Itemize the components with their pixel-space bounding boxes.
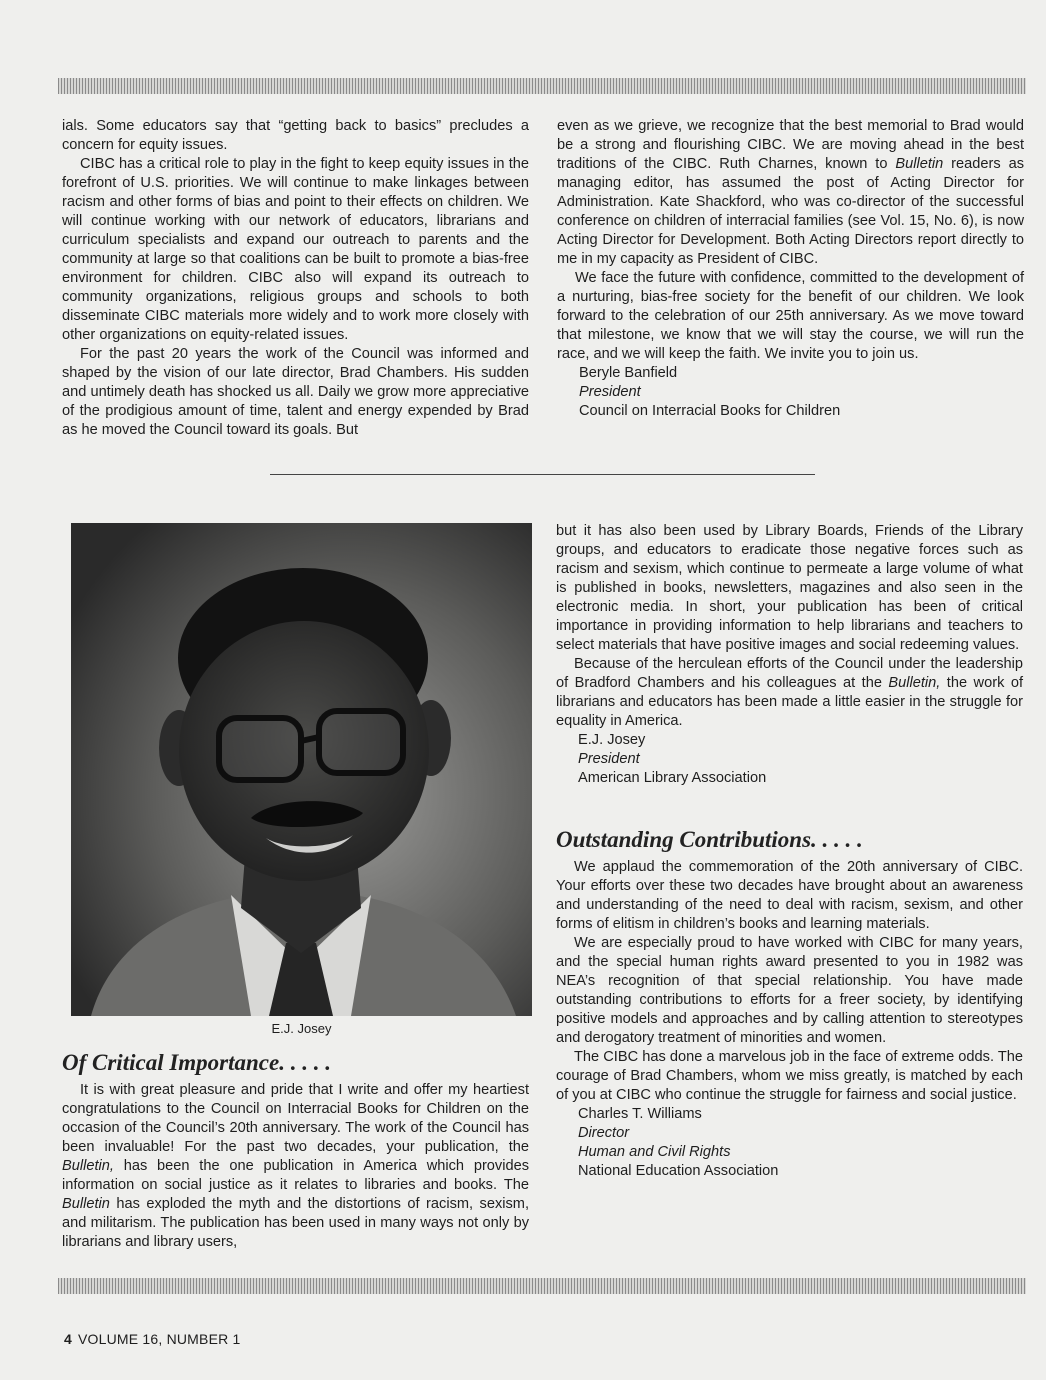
paragraph: Because of the herculean efforts of the Council under the leadership of Bradford Chambers and his colleagues at the Bulletin, the work of librarians and educators has been made a little easier in the struggle for equality in America. [556, 656, 1024, 729]
paragraph: For the past 20 years the work of the Council was informed and shaped by the vision of our late director, Brad Chambers. His sudden and untimely death has shocked us all. Daily we grow more appreciative of the prodigious amount of time, talent and energy expended by Brad as he moved the Council toward its goals. But [62, 346, 529, 438]
top-left-column [62, 117, 529, 440]
paragraph: CIBC has a critical role to play in the fight to keep equity issues in the forefront of U.S. priorities. We will continue to make linkages between racism and other forms of bias and point to their effects on children. We will continue working with our network of educators, librarians and curriculum specialists and expand our outreach to parents and the community at large so that coalitions can be built to promote a bias-free environment for children. CIBC also will expand its outreach to community organizations, religious groups and schools to both disseminate CIBC materials more widely and to work more closely with other organizations on equity-related issues. [62, 156, 529, 343]
signature-banfield [557, 364, 1024, 421]
paragraph: but it has also been used by Library Boards, Friends of the Library groups, and educators to eradicate those negative forces such as racism and sexism, which continue to permeate a large volume of what is published in books, newsletters, magazines and also seen in the electronic media. In short, your publication has been of critical importance in providing information to help librarians and teachers to select materials that have positive images and social redeeming values. [556, 523, 1023, 653]
top-right-column [557, 117, 1024, 421]
section-heading: Of Critical Importance. . . . . [62, 1050, 331, 1075]
signature-dept: Human and Civil Rights [578, 1144, 731, 1160]
signature-name: Beryle Banfield [579, 365, 678, 381]
signature-josey [556, 731, 1023, 788]
portrait-photo [71, 523, 532, 1016]
signature-title: Director [578, 1125, 630, 1141]
signature-title: President [579, 384, 641, 400]
signature-title: President [578, 751, 640, 767]
critical-importance-section [62, 1049, 529, 1252]
paragraph: We face the future with confidence, committed to the development of a nurturing, bias-free society for the benefit of our children. We look forward to the celebration of our 25th anniversary. As we move toward that milestone, we know that we will stay the course, we will run the race, and we will keep the faith. We invite you to join us. [557, 270, 1024, 362]
paragraph: ials. Some educators say that “getting back to basics” precludes a concern for equity issues. [62, 118, 529, 153]
signature-name: E.J. Josey [578, 732, 646, 748]
signature-name: Charles T. Williams [578, 1106, 702, 1122]
section-divider [270, 474, 815, 475]
page-footer [64, 1331, 241, 1347]
portrait-illustration [71, 523, 532, 1016]
paragraph: It is with great pleasure and pride that I write and offer my heartiest congratulations to the Council on Interracial Books for Children on the occasion of the Council’s 20th anniversary. The work of the Council has been invaluable! For the past two decades, your publication, the Bulletin, has been the one publication in America which provides information on social justice as it relates to libraries and books. The Bulletin has exploded the myth and the distortions of racism, sexism, and militarism. The publication has been used in many ways not only by librarians and library users, [62, 1082, 529, 1250]
bottom-right-column [556, 522, 1023, 1181]
top-rule-bar [58, 78, 1026, 94]
paragraph: The CIBC has done a marvelous job in the face of extreme odds. The courage of Brad Chambers, whom we miss greatly, is matched by each of you at CIBC who continue the struggle for fairness and social justice. [556, 1049, 1023, 1103]
signature-williams [556, 1105, 1023, 1181]
bottom-rule-bar [58, 1278, 1026, 1294]
section-heading: Outstanding Contributions. . . . . [556, 827, 863, 852]
photo-caption: E.J. Josey [271, 1021, 332, 1036]
paragraph: even as we grieve, we recognize that the best memorial to Brad would be a strong and flourishing CIBC. We are moving ahead in the best traditions of the CIBC. Ruth Charnes, known to Bulletin readers as managing editor, has assumed the post of Acting Director for Administration. Kate Shackford, who was co-director of the successful conference on children of interracial families (see Vol. 15, No. 6), is now Acting Director for Development. Both Acting Directors report directly to me in my capacity as President of CIBC. [557, 118, 1024, 267]
issue-label: VOLUME 16, NUMBER 1 [78, 1331, 241, 1347]
signature-org: National Education Association [578, 1163, 779, 1179]
paragraph: We are especially proud to have worked with CIBC for many years, and the special human rights award presented to you in 1982 was NEA’s recognition of that special relationship. You have made outstanding contributions to efforts for a freer society, by identifying positive models and approaches and by calling attention to stereotypes and derogatory treatment of minorities and women. [556, 935, 1023, 1046]
signature-org: American Library Association [578, 770, 767, 786]
page-number: 4 [64, 1331, 72, 1347]
paragraph: We applaud the commemoration of the 20th anniversary of CIBC. Your efforts over these two decades have brought about an awareness and understanding of the need to deal with racism, sexism, and other forms of elitism in children’s books and learning materials. [556, 859, 1023, 932]
signature-org: Council on Interracial Books for Children [579, 403, 841, 419]
